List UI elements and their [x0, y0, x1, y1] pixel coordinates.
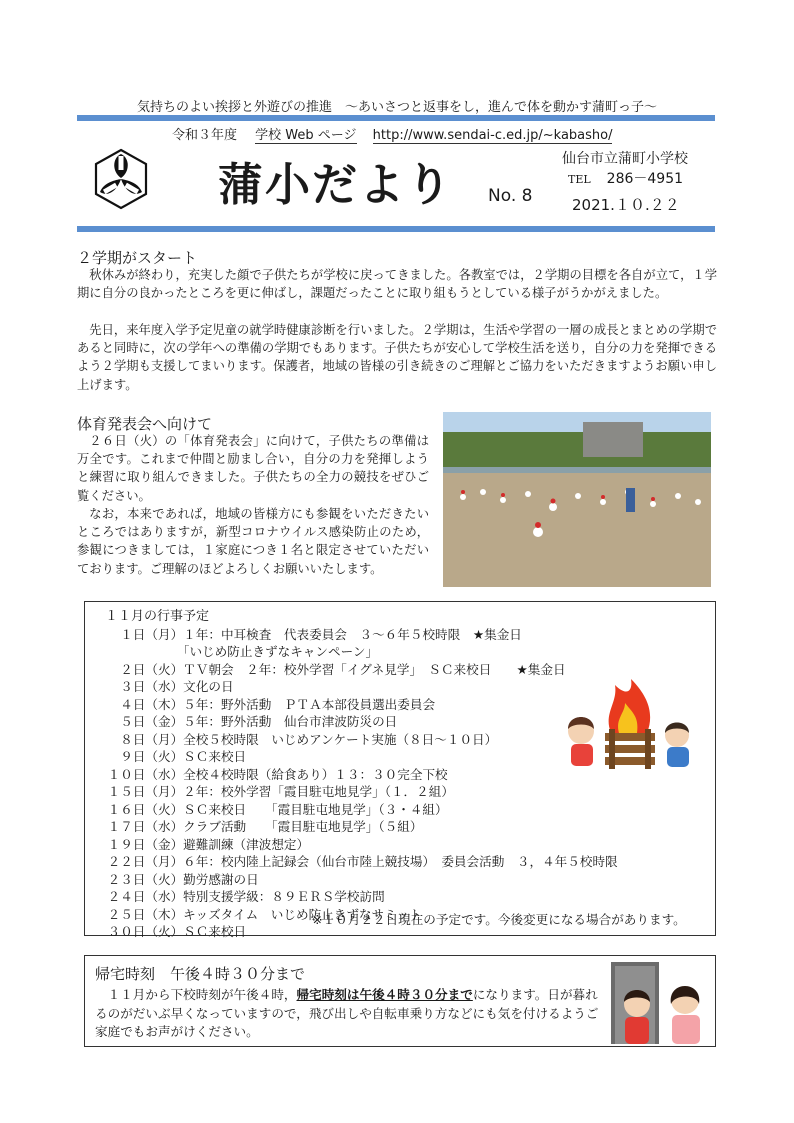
event-row: ２５日（木）キッズタイム いじめ防止きずなサミット [95, 906, 422, 922]
header-rule-top [77, 115, 715, 121]
event-row: １６日（火）ＳＣ来校日 「霞目駐屯地見学」（３・４組） [95, 801, 448, 817]
school-motto: 気持ちのよい挨拶と外遊びの推進 ～あいさつと返事をし，進んで体を動かす蒲町っ子～ [136, 100, 657, 115]
tel-number: 286－4951 [606, 171, 684, 187]
children-at-door-icon [609, 960, 713, 1044]
issue-date: 2021.１０.２２ [572, 196, 680, 214]
section2-paragraph-2: なお，本来であれば，地域の皆様方にも参観をいただきたいところではありますが，新型コロナウイルス感染防止のため，参観につきましては，１家庭につき１名と限定させていただいております。ご理解のほどよろしくお願いいたします。 [77, 507, 429, 576]
home-text-c: になります。日が暮れるのがだいぶ早くなっていますので，飛び出しや自転車乗り方などにも気を付けるようご家庭でもお声がけください。 [95, 987, 599, 1039]
issue-number: No. 8 [488, 186, 533, 206]
school-name: 仙台市立蒲町小学校 [562, 151, 688, 167]
event-row: ３０日（火）ＳＣ来校日 [95, 924, 247, 939]
school-phone [568, 168, 683, 188]
event-row: ２２日（月）６年：校内陸上記録会（仙台市陸上競技場） 委員会活動 ３，４年５校時限 [95, 854, 618, 869]
school-emblem-icon [90, 148, 152, 210]
school-year: 令和３年度 [172, 128, 238, 143]
home-text-emphasis: 帰宅時刻は午後４時３０分まで [296, 987, 473, 1002]
newsletter-title: 蒲小だより [218, 158, 454, 211]
section2-heading: 体育発表会へ向けて [77, 415, 213, 433]
tel-label: TEL [568, 173, 591, 186]
sports-practice-photo [443, 412, 711, 587]
section1-paragraph-2: 先日，来年度入学予定児童の就学時健康診断を行いました。２学期は，生活や学習の一層の成長とまとめの学期であると同時に，次の学年への準備の学期でもあります。子供たちが安心して学校生活を送り，自分の力を発揮できるよう２学期も支援してまいります。保護者，地域の皆様の引き続きのご理解とご協力をいただきますようお願い申し上げます。 [77, 323, 717, 392]
event-row: １日（月）１年：中耳検査 代表委員会 ３～６年５校時限 ★集金日 [95, 626, 522, 642]
event-row: １５日（月）２年：校外学習「霞目駐屯地見学」（１．２組） [95, 784, 454, 799]
event-row: ２３日（火）勤労感謝の日 [95, 871, 259, 887]
event-row: １７日（水）クラブ活動 「霞目駐屯地見学」（５組） [95, 819, 423, 834]
header-rule-bottom [77, 226, 715, 232]
event-row: ２４日（水）特別支援学級：８９ＥＲＳ学校訪問 [95, 889, 385, 904]
event-row: ２日（火）ＴＶ朝会 ２年：校外学習「イグネ見学」 ＳＣ来校日 ★集金日 [95, 661, 566, 677]
web-line [172, 124, 612, 143]
home-time-paragraph [95, 986, 600, 1042]
event-row: ４日（木）５年：野外活動 ＰＴＡ本部役員選出委員会 [95, 696, 436, 712]
event-row: ３日（水）文化の日 [95, 679, 234, 694]
event-row: ９日（火）ＳＣ来校日 [95, 749, 247, 764]
web-label: 学校 Web ページ [255, 128, 357, 143]
event-row: ８日（月）全校５校時限 いじめアンケート実施（８日～１０日） [95, 731, 498, 747]
home-text-a: １１月から下校時刻が午後４時， [107, 987, 297, 1002]
event-row: １９日（金）避難訓練（津波想定） [95, 836, 310, 852]
home-time-heading: 帰宅時刻 午後４時３０分まで [95, 965, 306, 983]
campfire-children-icon [563, 673, 697, 779]
section2-paragraph-1: ２６日（火）の「体育発表会」に向けて，子供たちの準備は万全です。これまで仲間と励まし合い，自分の力を発揮しようと練習に取り組んできました。子供たちの全力の競技をぜひご覧ください。 [77, 434, 429, 503]
events-note: ※１０月２２日現在の予定です。今後変更になる場合があります。 [312, 912, 686, 927]
event-row: ５日（金）５年：野外活動 仙台市津波防災の日 [95, 714, 398, 729]
section1-heading: ２学期がスタート [77, 249, 198, 267]
section1-paragraph-1: 秋休みが終わり，充実した顔で子供たちが学校に戻ってきました。各教室では，２学期の目標を各自が立て，１学期に自分の良かったところを更に伸ばし，課題だったことに取り組もうとしている様子がうかがえました。 [77, 268, 717, 301]
home-time-box [84, 955, 716, 1047]
events-heading: １１月の行事予定 [105, 609, 210, 624]
event-row: 「いじめ防止きずなキャンペーン」 [95, 644, 379, 659]
event-row: １０日（水）全校４校時限（給食あり）１３：３０完全下校 [95, 766, 448, 782]
web-url-link[interactable]: http://www.sendai-c.ed.jp/~kabasho/ [372, 128, 613, 143]
